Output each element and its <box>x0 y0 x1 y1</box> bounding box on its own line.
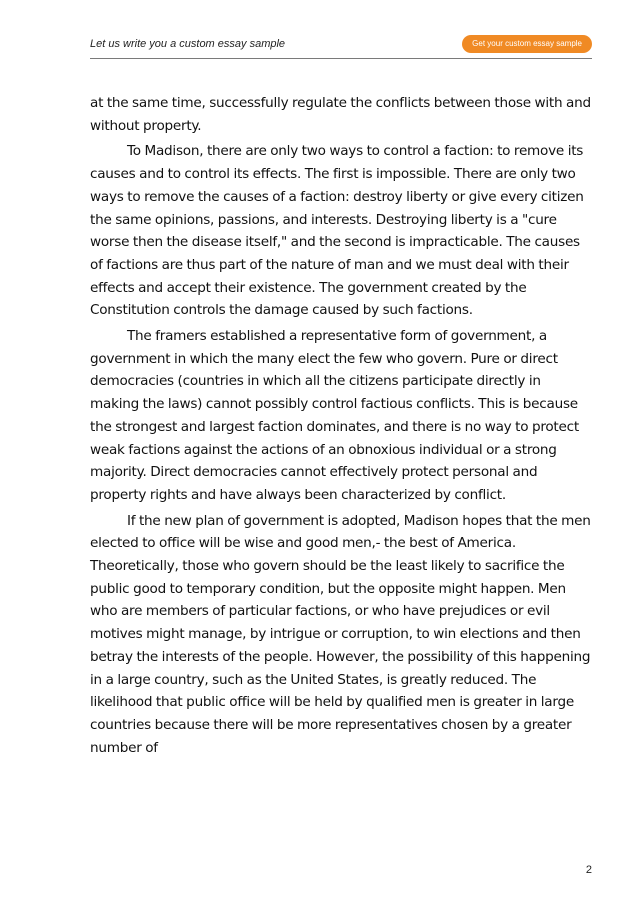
page-header <box>90 34 592 56</box>
paragraph-2: To Madison, there are only two ways to control a faction: to remove its causes and to control its effects. The first is impossible. There are only two ways to remove the causes of a faction: destroy liberty or give every citizen the same opinions, passions, and interests. Destroying liberty is a "cure worse then the disease itself," and the second is impracticable. The causes of factions are thus part of the nature of man and we must deal with their effects and accept their existence. The government created by the Constitution controls the damage caused by such factions. <box>90 143 584 319</box>
paragraph-4: If the new plan of government is adopted, Madison hopes that the men elected to office will be wise and good men,- the best of America. Theoretically, those who govern should be the least likely to sacrifice the public good to temporary condition, but the opposite might happen. Men who are members of particular factions, or who have prejudices or evil motives might manage, by intrigue or corruption, to win elections and then betray the interests of the people. However, the possibility of this happening in a large country, such as the United States, is greatly reduced. The likelihood that public office will be held by qualified men is greater in large countries because there will be more representatives chosen by a greater number of <box>90 512 591 756</box>
essay-body <box>90 92 592 762</box>
header-text: Let us write you a custom essay sample <box>90 38 286 50</box>
page-number: 2 <box>585 864 592 876</box>
paragraph-1: at the same time, successfully regulate the conflicts between those with and without property. <box>90 95 591 134</box>
custom-essay-button[interactable]: Get your custom essay sample <box>462 35 592 53</box>
paragraph-3: The framers established a representative form of government, a government in which the many elect the few who govern. Pure or direct democracies (countries in which all the citizens participate directly in making the laws) cannot possibly control factious conflicts. This is because the strongest and largest faction dominates, and there is no way to protect weak factions against the actions of an obnoxious individual or a strong majority. Direct democracies cannot effectively protect personal and property rights and have always been characterized by conflict. <box>90 328 579 503</box>
header-divider <box>90 58 592 59</box>
